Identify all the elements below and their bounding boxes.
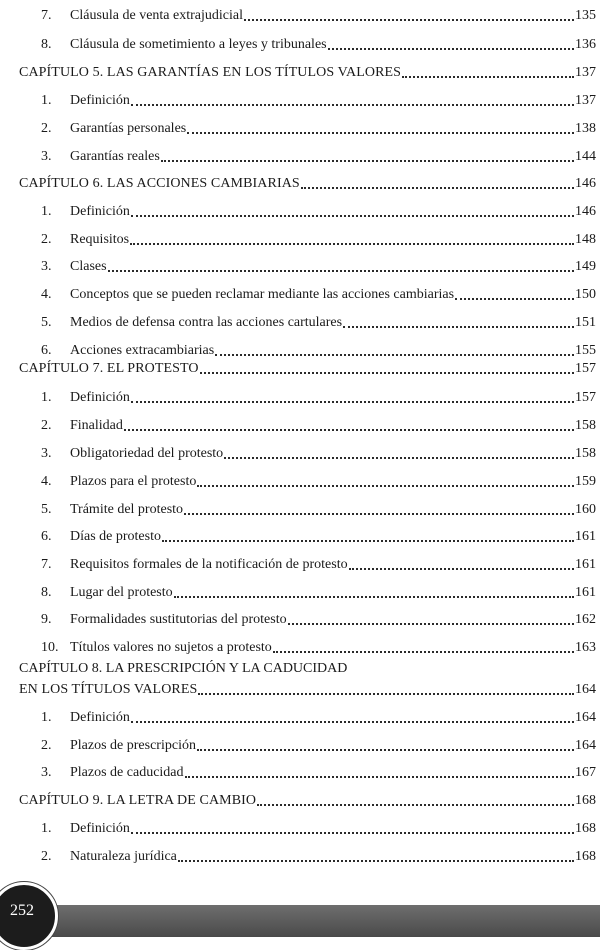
toc-entry-page: 164	[575, 738, 596, 753]
toc-entry-title: Clases	[70, 259, 107, 274]
toc-entry-number: 1.	[41, 710, 52, 725]
toc-entry-number: 10.	[41, 640, 59, 655]
toc-section-entry[interactable]	[41, 470, 596, 490]
footer-bar	[0, 905, 600, 937]
toc-entry-title: Garantías personales	[70, 121, 187, 136]
toc-entry-page: 146	[575, 176, 596, 191]
toc-entry-number: 2.	[41, 738, 52, 753]
dot-leader	[257, 804, 574, 806]
toc-entry-number: 4.	[41, 287, 52, 302]
toc-entry-page: 168	[575, 821, 596, 836]
toc-section-entry[interactable]	[41, 339, 596, 359]
toc-section-entry[interactable]	[41, 498, 596, 518]
toc-entry-title: Lugar del protesto	[70, 585, 173, 600]
toc-chapter-entry[interactable]	[19, 357, 596, 377]
toc-section-entry[interactable]	[41, 734, 596, 754]
dot-leader	[224, 457, 574, 459]
toc-entry-title: CAPÍTULO 5. LAS GARANTÍAS EN LOS TÍTULOS VALORES	[19, 65, 402, 80]
toc-section-entry[interactable]	[41, 386, 596, 406]
dot-leader	[198, 693, 574, 695]
toc-entry-title: CAPÍTULO 7. EL PROTESTO	[19, 361, 199, 376]
toc-entry-title: Plazos para el protesto	[70, 474, 197, 489]
toc-entry-title: EN LOS TÍTULOS VALORES	[19, 682, 198, 697]
toc-entry-page: 160	[575, 502, 596, 517]
toc-entry-title: Definición	[70, 390, 130, 405]
toc-entry-page: 163	[575, 640, 596, 655]
toc-entry-title: Plazos de prescripción	[70, 738, 196, 753]
toc-entry-title: Garantías reales	[70, 149, 160, 164]
toc-entry-number: 7.	[41, 8, 52, 23]
toc-section-entry[interactable]	[41, 145, 596, 165]
dot-leader	[130, 243, 574, 245]
toc-section-entry[interactable]	[41, 117, 596, 137]
toc-section-entry[interactable]	[41, 845, 596, 865]
toc-entry-title: Definición	[70, 93, 130, 108]
toc-entry-number: 2.	[41, 121, 52, 136]
toc-entry-page: 162	[575, 612, 596, 627]
dot-leader	[328, 48, 574, 50]
toc-entry-page: 168	[575, 793, 596, 808]
dot-leader	[174, 596, 574, 598]
dot-leader	[349, 568, 574, 570]
dot-leader	[288, 623, 574, 625]
toc-entry-title: Cláusula de venta extrajudicial	[70, 8, 243, 23]
toc-entry-number: 8.	[41, 585, 52, 600]
toc-chapter-entry[interactable]	[19, 678, 596, 698]
toc-entry-title: Trámite del protesto	[70, 502, 184, 517]
toc-section-entry[interactable]	[41, 33, 596, 53]
toc-entry-page: 148	[575, 232, 596, 247]
toc-entry-page: 144	[575, 149, 596, 164]
dot-leader	[161, 160, 574, 162]
dot-leader	[200, 372, 574, 374]
toc-entry-page: 136	[575, 37, 596, 52]
toc-entry-number: 3.	[41, 765, 52, 780]
toc-chapter-title-line1: CAPÍTULO 8. LA PRESCRIPCIÓN Y LA CADUCIDAD	[19, 661, 348, 676]
toc-entry-title: Días de protesto	[70, 529, 161, 544]
toc-entry-page: 158	[575, 446, 596, 461]
toc-entry-page: 164	[575, 710, 596, 725]
toc-entry-title: Acciones extracambiarias	[70, 343, 215, 358]
toc-entry-page: 159	[575, 474, 596, 489]
toc-entry-title: Formalidades sustitutorias del protesto	[70, 612, 287, 627]
toc-entry-title: Requisitos formales de la notificación de protesto	[70, 557, 348, 572]
toc-entry-number: 2.	[41, 849, 52, 864]
toc-section-entry[interactable]	[41, 761, 596, 781]
dot-leader	[178, 860, 574, 862]
toc-section-entry[interactable]	[41, 228, 596, 248]
toc-section-entry[interactable]	[41, 581, 596, 601]
toc-entry-number: 1.	[41, 204, 52, 219]
toc-entry-number: 6.	[41, 529, 52, 544]
toc-section-entry[interactable]	[41, 608, 596, 628]
dot-leader	[108, 270, 574, 272]
toc-section-entry[interactable]	[41, 817, 596, 837]
toc-entry-number: 5.	[41, 502, 52, 517]
toc-entry-title: Medios de defensa contra las acciones cartulares	[70, 315, 343, 330]
dot-leader	[131, 104, 574, 106]
toc-entry-number: 2.	[41, 232, 52, 247]
toc-entry-page: 161	[575, 585, 596, 600]
toc-entry-title: Requisitos	[70, 232, 130, 247]
toc-entry-number: 2.	[41, 418, 52, 433]
toc-entry-number: 9.	[41, 612, 52, 627]
toc-section-entry[interactable]	[41, 200, 596, 220]
toc-entry-title: Títulos valores no sujetos a protesto	[70, 640, 272, 655]
toc-entry-page: 157	[575, 361, 596, 376]
page-number: 252	[10, 902, 34, 919]
toc-entry-title: Obligatoriedad del protesto	[70, 446, 224, 461]
toc-entry-number: 1.	[41, 93, 52, 108]
toc-section-entry[interactable]	[41, 89, 596, 109]
toc-entry-title: Cláusula de sometimiento a leyes y tribunales	[70, 37, 327, 52]
toc-entry-number: 4.	[41, 474, 52, 489]
toc-section-entry[interactable]	[41, 706, 596, 726]
toc-entry-title: Definición	[70, 821, 130, 836]
dot-leader	[402, 76, 574, 78]
toc-entry-number: 5.	[41, 315, 52, 330]
toc-section-entry[interactable]	[41, 414, 596, 434]
toc-section-entry[interactable]	[41, 553, 596, 573]
toc-entry-number: 1.	[41, 390, 52, 405]
toc-entry-page: 149	[575, 259, 596, 274]
toc-entry-number: 3.	[41, 446, 52, 461]
dot-leader	[131, 401, 574, 403]
dot-leader	[131, 215, 574, 217]
toc-entry-title: Conceptos que se pueden reclamar mediante las acciones cambiarias	[70, 287, 455, 302]
toc-entry-page: 135	[575, 8, 596, 23]
toc-entry-page: 155	[575, 343, 596, 358]
toc-entry-title: Definición	[70, 204, 130, 219]
toc-entry-number: 8.	[41, 37, 52, 52]
dot-leader	[185, 776, 574, 778]
toc-chapter-entry[interactable]	[19, 61, 596, 81]
toc-section-entry[interactable]	[41, 255, 596, 275]
dot-leader	[124, 429, 574, 431]
toc-entry-title: Definición	[70, 710, 130, 725]
toc-entry-number: 3.	[41, 149, 52, 164]
toc-entry-page: 164	[575, 682, 596, 697]
dot-leader	[162, 540, 574, 542]
dot-leader	[197, 749, 574, 751]
dot-leader	[301, 187, 574, 189]
toc-section-entry[interactable]	[41, 636, 596, 656]
toc-entry-page: 168	[575, 849, 596, 864]
dot-leader	[184, 513, 574, 515]
toc-entry-title: CAPÍTULO 9. LA LETRA DE CAMBIO	[19, 793, 257, 808]
toc-entry-page: 146	[575, 204, 596, 219]
toc-entry-page: 161	[575, 557, 596, 572]
toc-section-entry[interactable]	[41, 4, 596, 24]
toc-entry-page: 157	[575, 390, 596, 405]
toc-entry-page: 137	[575, 93, 596, 108]
toc-entry-page: 151	[575, 315, 596, 330]
toc-entry-title: Plazos de caducidad	[70, 765, 184, 780]
dot-leader	[455, 298, 574, 300]
toc-entry-page: 161	[575, 529, 596, 544]
toc-entry-title: Finalidad	[70, 418, 123, 433]
toc-section-entry[interactable]	[41, 525, 596, 545]
toc-section-entry[interactable]	[41, 283, 596, 303]
toc-entry-page: 137	[575, 65, 596, 80]
dot-leader	[244, 19, 574, 21]
dot-leader	[187, 132, 574, 134]
toc-section-entry[interactable]	[41, 311, 596, 331]
toc-entry-page: 167	[575, 765, 596, 780]
toc-entry-title: CAPÍTULO 6. LAS ACCIONES CAMBIARIAS	[19, 176, 300, 191]
toc-entry-number: 3.	[41, 259, 52, 274]
toc-section-entry[interactable]	[41, 442, 596, 462]
toc-entry-number: 7.	[41, 557, 52, 572]
dot-leader	[197, 485, 574, 487]
dot-leader	[273, 651, 574, 653]
toc-entry-page: 158	[575, 418, 596, 433]
toc-chapter-entry[interactable]	[19, 172, 596, 192]
toc-entry-number: 1.	[41, 821, 52, 836]
toc-entry-number: 6.	[41, 343, 52, 358]
toc-entry-page: 138	[575, 121, 596, 136]
toc-entry-page: 150	[575, 287, 596, 302]
toc-chapter-entry[interactable]	[19, 789, 596, 809]
dot-leader	[343, 326, 574, 328]
dot-leader	[131, 832, 574, 834]
dot-leader	[131, 721, 574, 723]
dot-leader	[215, 354, 574, 356]
toc-entry-title: Naturaleza jurídica	[70, 849, 177, 864]
